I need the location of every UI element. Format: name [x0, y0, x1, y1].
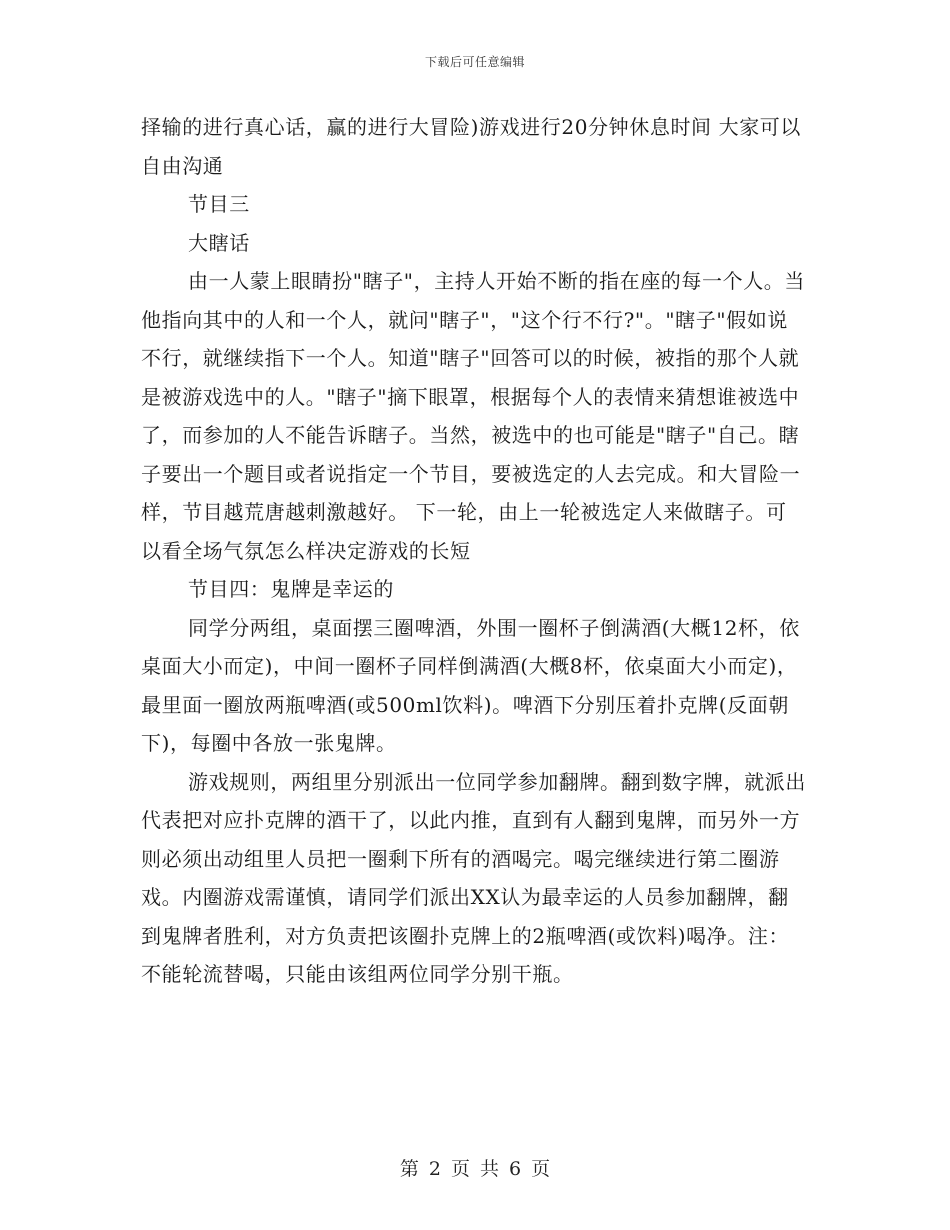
page-footer — [0, 1154, 950, 1181]
page-header: 下载后可任意编辑 — [424, 55, 525, 69]
footer-page-prefix: 第 — [399, 1158, 419, 1180]
paragraph-game-rules: 游戏规则，两组里分别派出一位同学参加翻牌。翻到数字牌，就派出代表把对应扑克牌的酒干了，以此内推，直到有人翻到鬼牌，而另外一方则必须出动组里人员把一圈剩下所有的酒喝完。喝完继续进行第二圈游戏。内圈游戏需谨慎，请同学们派出XX认为最幸运的人员参加翻牌，翻到鬼牌者胜利，对方负责把该圈扑克牌上的2瓶啤酒(或饮料)喝净。注：不能轮流替喝，只能由该组两位同学分别干瓶。 — [141, 769, 806, 986]
section-heading-program-3: 节目三 — [188, 192, 250, 216]
footer-total-prefix: 共 — [480, 1158, 500, 1180]
section-subtitle-big-blind-talk: 大瞎话 — [188, 230, 250, 255]
section-heading-program-4: 节目四：鬼牌是幸运的 — [188, 577, 394, 601]
paragraph-blind-game-rules: 由一人蒙上眼睛扮"瞎子"，主持人开始不断的指在座的每一个人。当他指向其中的人和一个人，就问"瞎子"，"这个行不行?"。"瞎子"假如说不行，就继续指下一个人。知道"瞎子"回答可以的时候，被指的那个人就是被游戏选中的人。"瞎子"摘下眼罩，根据每个人的表情来猜想谁被选中了，而参加的人不能告诉瞎子。当然，被选中的也可能是"瞎子"自己。瞎子要出一个题目或者说指定一个节目，要被选定的人去完成。和大冒险一样，节目越荒唐越刺激越好。 下一轮，由上一轮被选定人来做瞎子。可以看全场气氛怎么样决定游戏的长短 — [141, 269, 805, 563]
paragraph-continuation: 择输的进行真心话，赢的进行大冒险)游戏进行20分钟休息时间 大家可以自由沟通 — [141, 115, 802, 178]
paragraph-table-setup: 同学分两组，桌面摆三圈啤酒，外围一圈杯子倒满酒(大概12杯，依桌面大小而定)，中间一圈杯子同样倒满酒(大概8杯，依桌面大小而定)，最里面一圈放两瓶啤酒(或500ml饮料)。啤酒下分别压着扑克牌(反面朝下)，每圈中各放一张鬼牌。 — [141, 615, 800, 755]
footer-page-unit: 页 — [450, 1158, 470, 1180]
document-body — [141, 108, 806, 994]
footer-current-page: 2 — [428, 1158, 441, 1180]
footer-total-pages: 6 — [509, 1158, 522, 1180]
footer-total-unit: 页 — [531, 1158, 551, 1180]
